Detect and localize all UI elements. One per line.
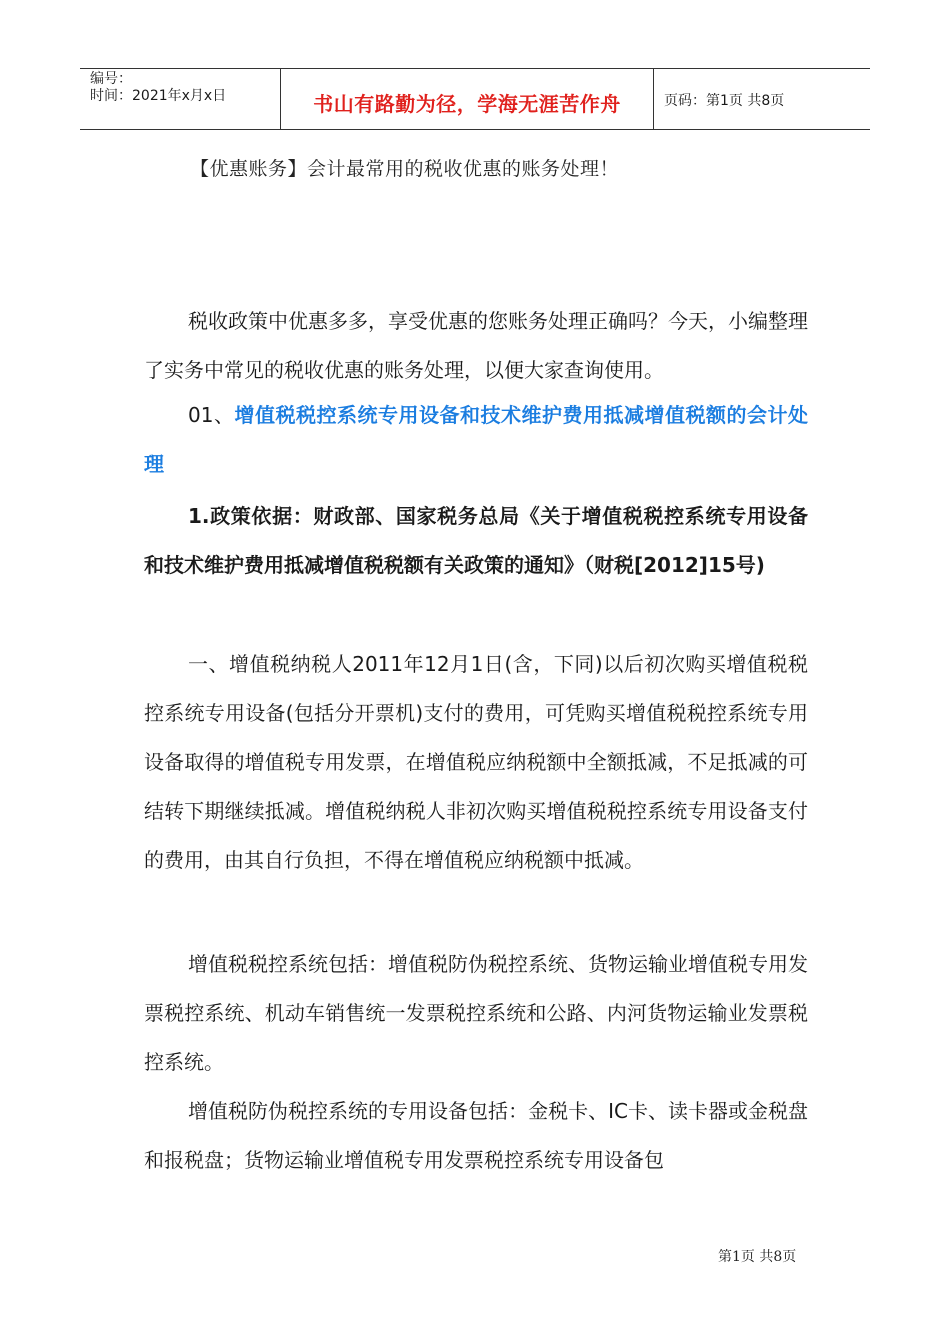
body-paragraph-1: 一、增值税纳税人2011年12月1日(含，下同)以后初次购买增值税税控系统专用设备(包括分开票机)支付的费用，可凭购买增值税税控系统专用设备取得的增值税专用发票，在增值税应纳税额中全额抵减，不足抵减的可结转下期继续抵减。增值税纳税人非初次购买增值税税控系统专用设备支付的费用，由其自行负担，不得在增值税应纳税额中抵减。 (144, 652, 808, 872)
footer-page-info: 第1页 共8页 (718, 1249, 797, 1265)
serial-label: 编号： (90, 71, 132, 87)
motto-text: 书山有路勤为径，学海无涯苦作舟 (313, 92, 621, 116)
header-meta-cell (80, 69, 280, 129)
body-paragraph-3: 增值税防伪税控系统的专用设备包括：金税卡、IC卡、读卡器或金税盘和报税盘；货物运输业增值税专用发票税控系统专用设备包 (144, 1099, 808, 1172)
body-paragraph-2: 增值税税控系统包括：增值税防伪税控系统、货物运输业增值税专用发票税控系统、机动车销售统一发票税控系统和公路、内河货物运输业发票税控系统。 (144, 952, 808, 1074)
policy-heading: 1.政策依据：财政部、国家税务总局《关于增值税税控系统专用设备和技术维护费用抵减增值税税额有关政策的通知》（财税[2012]15号) (144, 504, 808, 577)
section-title: 增值税税控系统专用设备和技术维护费用抵减增值税额的会计处理 (144, 403, 808, 476)
section-heading (144, 391, 808, 489)
intro-paragraph: 税收政策中优惠多多，享受优惠的您账务处理正确吗？今天，小编整理了实务中常见的税收优惠的账务处理，以便大家查询使用。 (144, 309, 808, 382)
date-line: 时间：2021年x月x日 (90, 88, 227, 104)
header-page-cell (654, 69, 870, 129)
section-number: 01、 (188, 403, 235, 427)
document-title: 【优惠账务】会计最常用的税收优惠的账务处理！ (190, 158, 620, 180)
header-motto-cell (280, 69, 654, 129)
header-page-info: 页码：第1页 共8页 (664, 93, 785, 109)
page-header (80, 68, 870, 130)
